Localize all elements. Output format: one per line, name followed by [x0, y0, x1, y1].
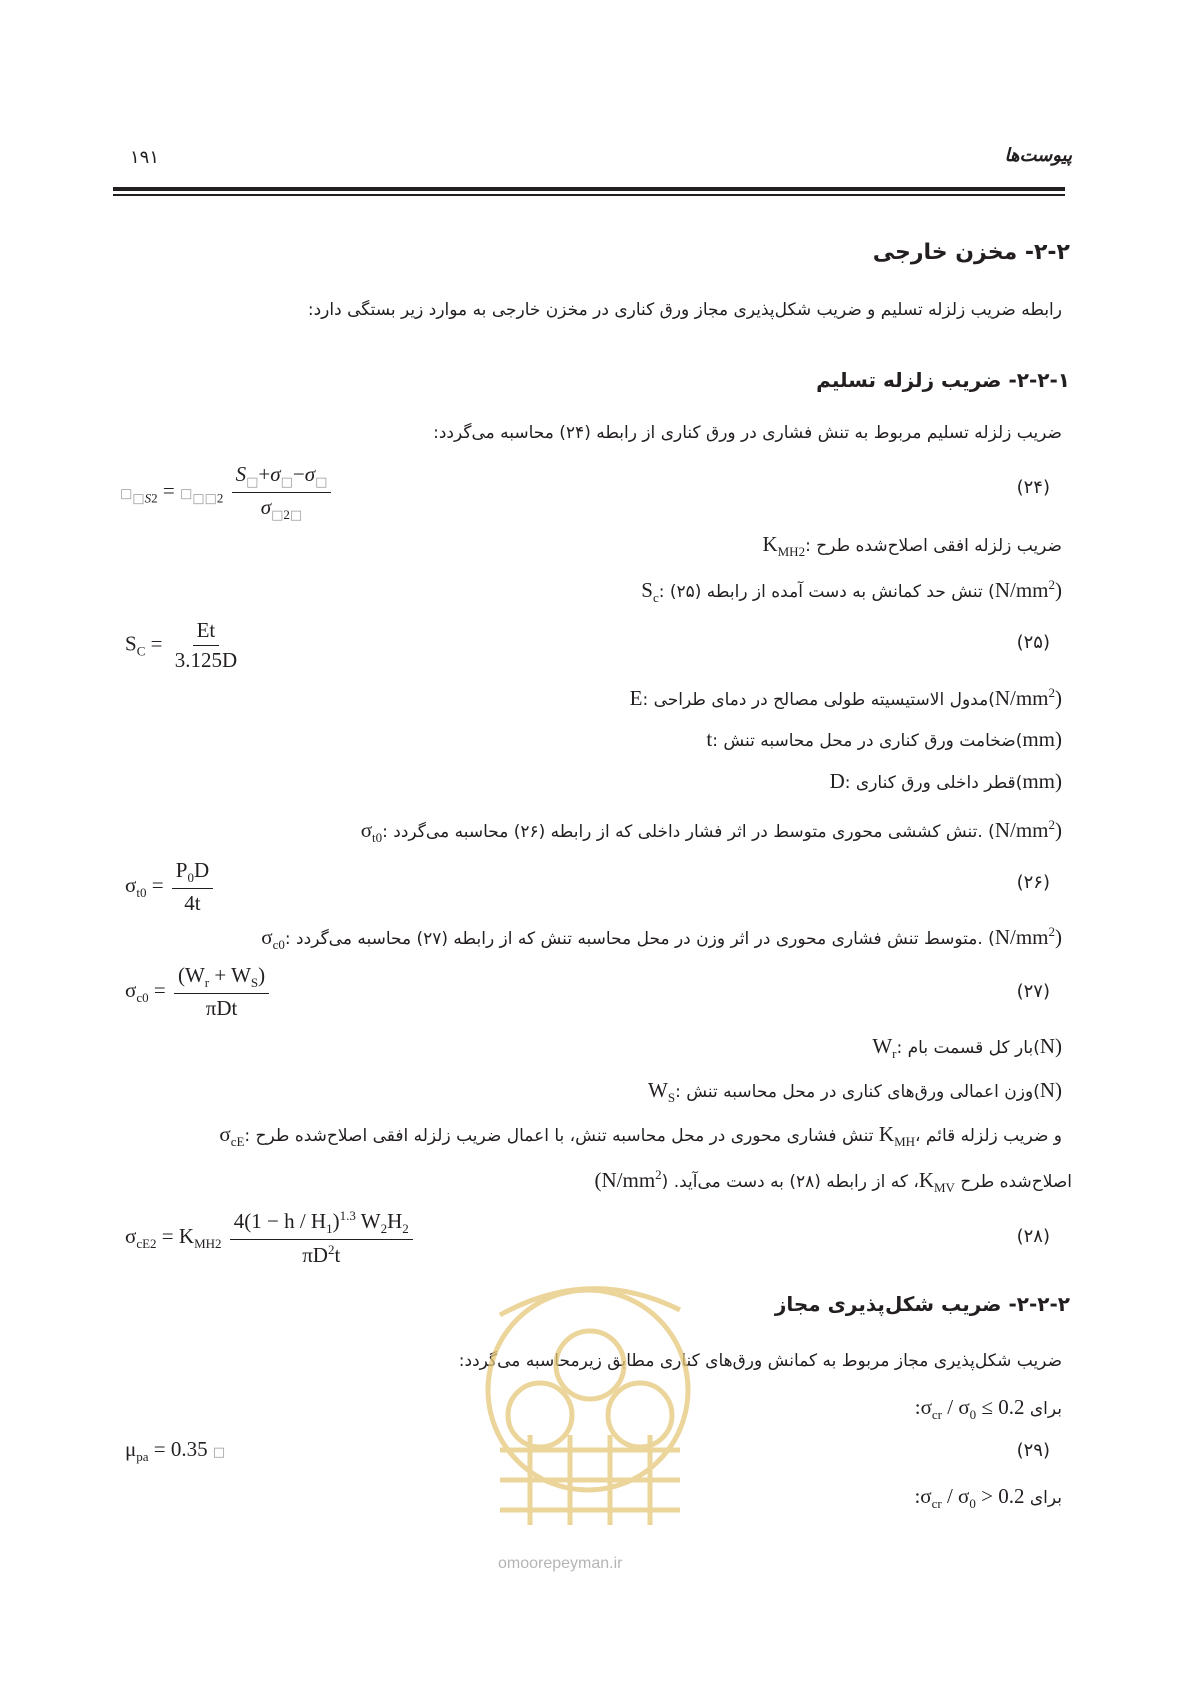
header-rule-thick — [113, 187, 1065, 191]
def-sigma-ce-line2: اصلاح‌شده طرح $K_{MV}،$ که از رابطه (۲۸) به دست می‌آید. $(N/mm^2)$ — [594, 1167, 1072, 1196]
sub1-title: ۲-۲-۱- ضریب زلزله تسلیم — [816, 368, 1070, 392]
sub2-intro: ضریب شکل‌پذیری مجاز مربوط به کمانش ورق‌های کناری مطابق زیرمحاسبه می‌گردد: — [458, 1351, 1062, 1371]
equation-26-number: (۲۶) — [1016, 872, 1050, 893]
equation-25-number: (۲۵) — [1016, 632, 1050, 653]
condition-2: برای $:\sigma_{cr} / \sigma_0 > 0.2$ — [914, 1484, 1062, 1512]
def-e: E: مدول الاستیسیته طولی مصالح در دمای $طراحی(N/mm^2)$ — [629, 685, 1062, 710]
equation-27-number: (۲۷) — [1016, 981, 1050, 1002]
def-sigma-c0: $\sigma_{c0}$: متوسط تنش فشاری محوری در اثر وزن در محل محاسبه تنش که از رابطه (۲۷) محاسبه می‌گردد. $(N/mm^2)$ — [261, 924, 1062, 953]
section-intro: رابطه ضریب زلزله تسلیم و ضریب شکل‌پذیری مجاز ورق کناری در مخزن خارجی به موارد زیر بستگی دارد: — [307, 300, 1062, 320]
def-sigma-t0: $\sigma_{t0}$: تنش کششی محوری متوسط در اثر فشار داخلی که از رابطه (۲۶) محاسبه می‌گردد. $(N/mm^2)$ — [360, 817, 1062, 846]
def-kmh2: $K_{MH2}$: ضریب زلزله افقی اصلاح‌شده طرح — [762, 532, 1062, 560]
equation-28-number: (۲۸) — [1016, 1226, 1050, 1247]
section-title: ۲-۲- مخزن خارجی — [872, 240, 1070, 265]
def-d: D: قطر داخلی ورق کناری(mm) — [829, 769, 1062, 793]
def-sigma-ce-line1: $\sigma_{cE}$: تنش فشاری محوری در محل محاسبه تنش، با اعمال ضریب زلزله افقی اصلاح‌شده طرح $K_{MH}،$ و ضریب زلزله قائم — [219, 1122, 1062, 1150]
equation-24: $□_{□S2}$ = $□_{□□2}$ $\frac{S_□+\sigma_□-\sigma_□}{\sigma_{□2□}}$ — [120, 462, 334, 523]
equation-24-number: (۲۴) — [1016, 477, 1050, 498]
equation-27: $\sigma_{c0}$ = $\frac{(W_r + W_S)}{\text{πDt}}$ — [125, 963, 272, 1021]
def-wr: $W_r$: بار کل قسمت بام(N) — [872, 1034, 1062, 1062]
equation-25: $S_C$ = $\frac{Et}{3.125D}$ — [125, 618, 238, 672]
sub2-title: ۲-۲-۲- ضریب شکل‌پذیری مجاز — [774, 1292, 1070, 1316]
equation-29: $\mu_{pa} = 0.35$ □ — [125, 1437, 226, 1465]
def-ws: $W_S$: وزن اعمالی ورق‌های کناری در محل محاسبه تنش(N) — [648, 1078, 1062, 1106]
def-t: t: ضخامت ورق کناری در محل محاسبه تنش(mm) — [706, 727, 1062, 751]
running-title: پیوست‌ها — [1004, 145, 1072, 166]
sub1-intro: ضریب زلزله تسلیم مربوط به تنش فشاری در ورق کناری از رابطه (۲۴) محاسبه می‌گردد: — [433, 423, 1062, 443]
equation-26: $\sigma_{t0}$ = $\frac{P_0D}{4t}$ — [125, 858, 216, 916]
equation-29-number: (۲۹) — [1016, 1440, 1050, 1461]
page-number: ۱۹۱ — [130, 147, 160, 168]
watermark-emblem-icon — [470, 1255, 720, 1555]
watermark-logo — [470, 1255, 720, 1585]
equation-28: $\sigma_{cE2} = K_{MH2}$ $\frac{4(1 - h / H_1)^{1.3} W_2H_2}{\pi D^2t}$ — [125, 1208, 416, 1268]
header-rule-thin — [113, 194, 1065, 196]
watermark-url: omoorepeyman.ir — [498, 1555, 623, 1572]
def-sc: $S_c$: تنش حد کمانش به دست آمده از رابطه (۲۵) $(N/mm^2)$ — [641, 577, 1062, 606]
condition-1: برای $:\sigma_{cr} / \sigma_0 \le 0.2$ — [914, 1395, 1062, 1423]
